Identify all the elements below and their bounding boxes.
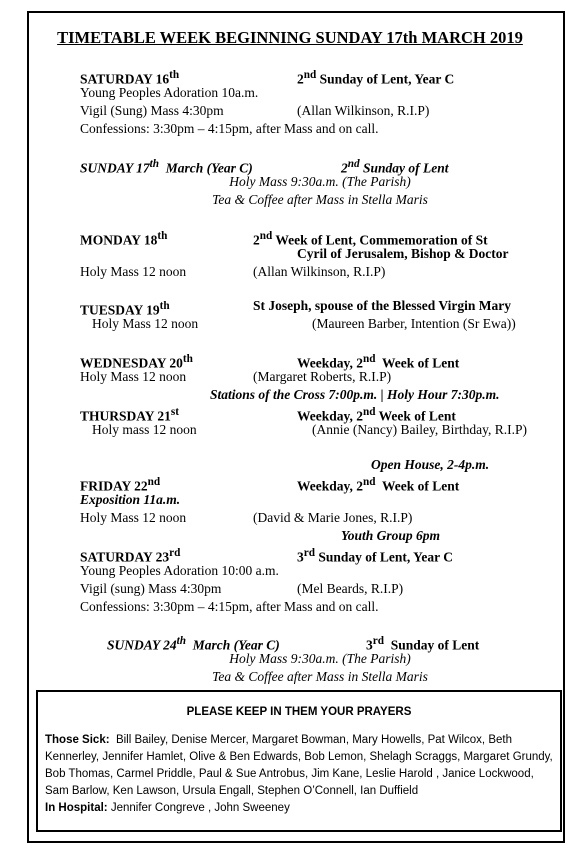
schedule-line: Confessions: 3:30pm – 4:15pm, after Mass and on call.	[80, 599, 379, 614]
mass-intention: (David & Marie Jones, R.I.P)	[253, 510, 413, 525]
schedule-line: Holy Mass 12 noon	[80, 264, 187, 279]
schedule-line: Holy Mass 9:30a.m. (The Parish)	[229, 651, 411, 666]
feast-heading: 2nd Week of Lent, Commemoration of St	[253, 230, 488, 248]
mass-intention: (Mel Beards, R.I.P)	[297, 581, 404, 596]
schedule-line: Holy Mass 12 noon	[80, 369, 187, 384]
prayer-box	[36, 690, 562, 832]
mass-intention: (Annie (Nancy) Bailey, Birthday, R.I.P)	[312, 422, 527, 437]
day-heading: FRIDAY 22nd	[80, 476, 161, 494]
schedule-line: Exposition 11a.m.	[80, 492, 181, 507]
day-heading: TUESDAY 19th	[80, 300, 170, 318]
schedule-line: Tea & Coffee after Mass in Stella Maris	[212, 669, 428, 684]
sick-names: Bill Bailey, Denise Mercer, Margaret Bowman, Mary Howells, Pat Wilcox, Beth Kennerley, Jennifer Hamlet, Olive & Ben Edwards, Bob Lemon, Shelagh Scraggs, Margaret Grundy, Bob Thomas, Carmel Priddle, Paul & Sue Antrobus, Jim Kane, Leslie Harold , Janice Lockwood, Sam Barlow, Ken Lawson, Ursula Engall, Stephen O’Connell, Ian Duffield	[45, 734, 553, 797]
feast-heading: 2nd Sunday of Lent	[341, 158, 449, 176]
page-title: TIMETABLE WEEK BEGINNING SUNDAY 17th MARCH 2019	[57, 28, 523, 47]
mass-intention: (Maureen Barber, Intention (Sr Ewa))	[312, 316, 516, 331]
schedule-line: Vigil (sung) Mass 4:30pm	[80, 581, 222, 596]
schedule-line: Vigil (Sung) Mass 4:30pm	[80, 103, 224, 118]
day-heading: SUNDAY 17th March (Year C)	[80, 158, 253, 176]
day-heading: MONDAY 18th	[80, 230, 168, 248]
feast-heading: 3rd Sunday of Lent	[366, 635, 480, 653]
schedule-line: Holy Mass 9:30a.m. (The Parish)	[229, 174, 411, 189]
feast-heading: 2nd Sunday of Lent, Year C	[297, 69, 455, 87]
schedule-line: Youth Group 6pm	[341, 528, 441, 543]
schedule-line: Young Peoples Adoration 10:00 a.m.	[80, 563, 279, 578]
mass-intention: (Allan Wilkinson, R.I.P)	[297, 103, 430, 118]
day-heading: SATURDAY 16th	[80, 69, 180, 87]
feast-heading: Weekday, 2nd Week of Lent	[297, 353, 460, 371]
schedule-line: Open House, 2-4p.m.	[371, 457, 490, 472]
schedule-line: Confessions: 3:30pm – 4:15pm, after Mass and on call.	[80, 121, 379, 136]
feast-heading: St Joseph, spouse of the Blessed Virgin Mary	[253, 298, 512, 313]
day-heading: SATURDAY 23rd	[80, 547, 181, 565]
feast-heading: 3rd Sunday of Lent, Year C	[297, 547, 454, 565]
feast-heading: Weekday, 2nd Week of Lent	[297, 476, 460, 494]
day-heading: THURSDAY 21st	[80, 406, 180, 424]
feast-heading: Weekday, 2nd Week of Lent	[297, 406, 456, 424]
mass-intention: (Margaret Roberts, R.I.P)	[253, 369, 392, 384]
hospital-names: Jennifer Congreve , John Sweeney	[110, 802, 290, 814]
schedule-line: Stations of the Cross 7:00p.m. | Holy Hour 7:30p.m.	[210, 387, 500, 402]
day-heading: WEDNESDAY 20th	[80, 353, 193, 371]
schedule-line: Young Peoples Adoration 10a.m.	[80, 85, 259, 100]
schedule-line: Tea & Coffee after Mass in Stella Maris	[212, 192, 428, 207]
feast-heading-cont: Cyril of Jerusalem, Bishop & Doctor	[297, 246, 509, 261]
prayer-list	[45, 732, 554, 817]
schedule-line: Holy Mass 12 noon	[92, 316, 199, 331]
day-heading: SUNDAY 24th March (Year C)	[107, 635, 280, 653]
hospital-label: In Hospital:	[45, 802, 108, 814]
mass-intention: (Allan Wilkinson, R.I.P)	[253, 264, 386, 279]
schedule-line: Holy mass 12 noon	[92, 422, 197, 437]
prayer-heading: PLEASE KEEP IN THEM YOUR PRAYERS	[186, 706, 412, 718]
schedule-line: Holy Mass 12 noon	[80, 510, 187, 525]
sick-label: Those Sick:	[45, 734, 110, 746]
